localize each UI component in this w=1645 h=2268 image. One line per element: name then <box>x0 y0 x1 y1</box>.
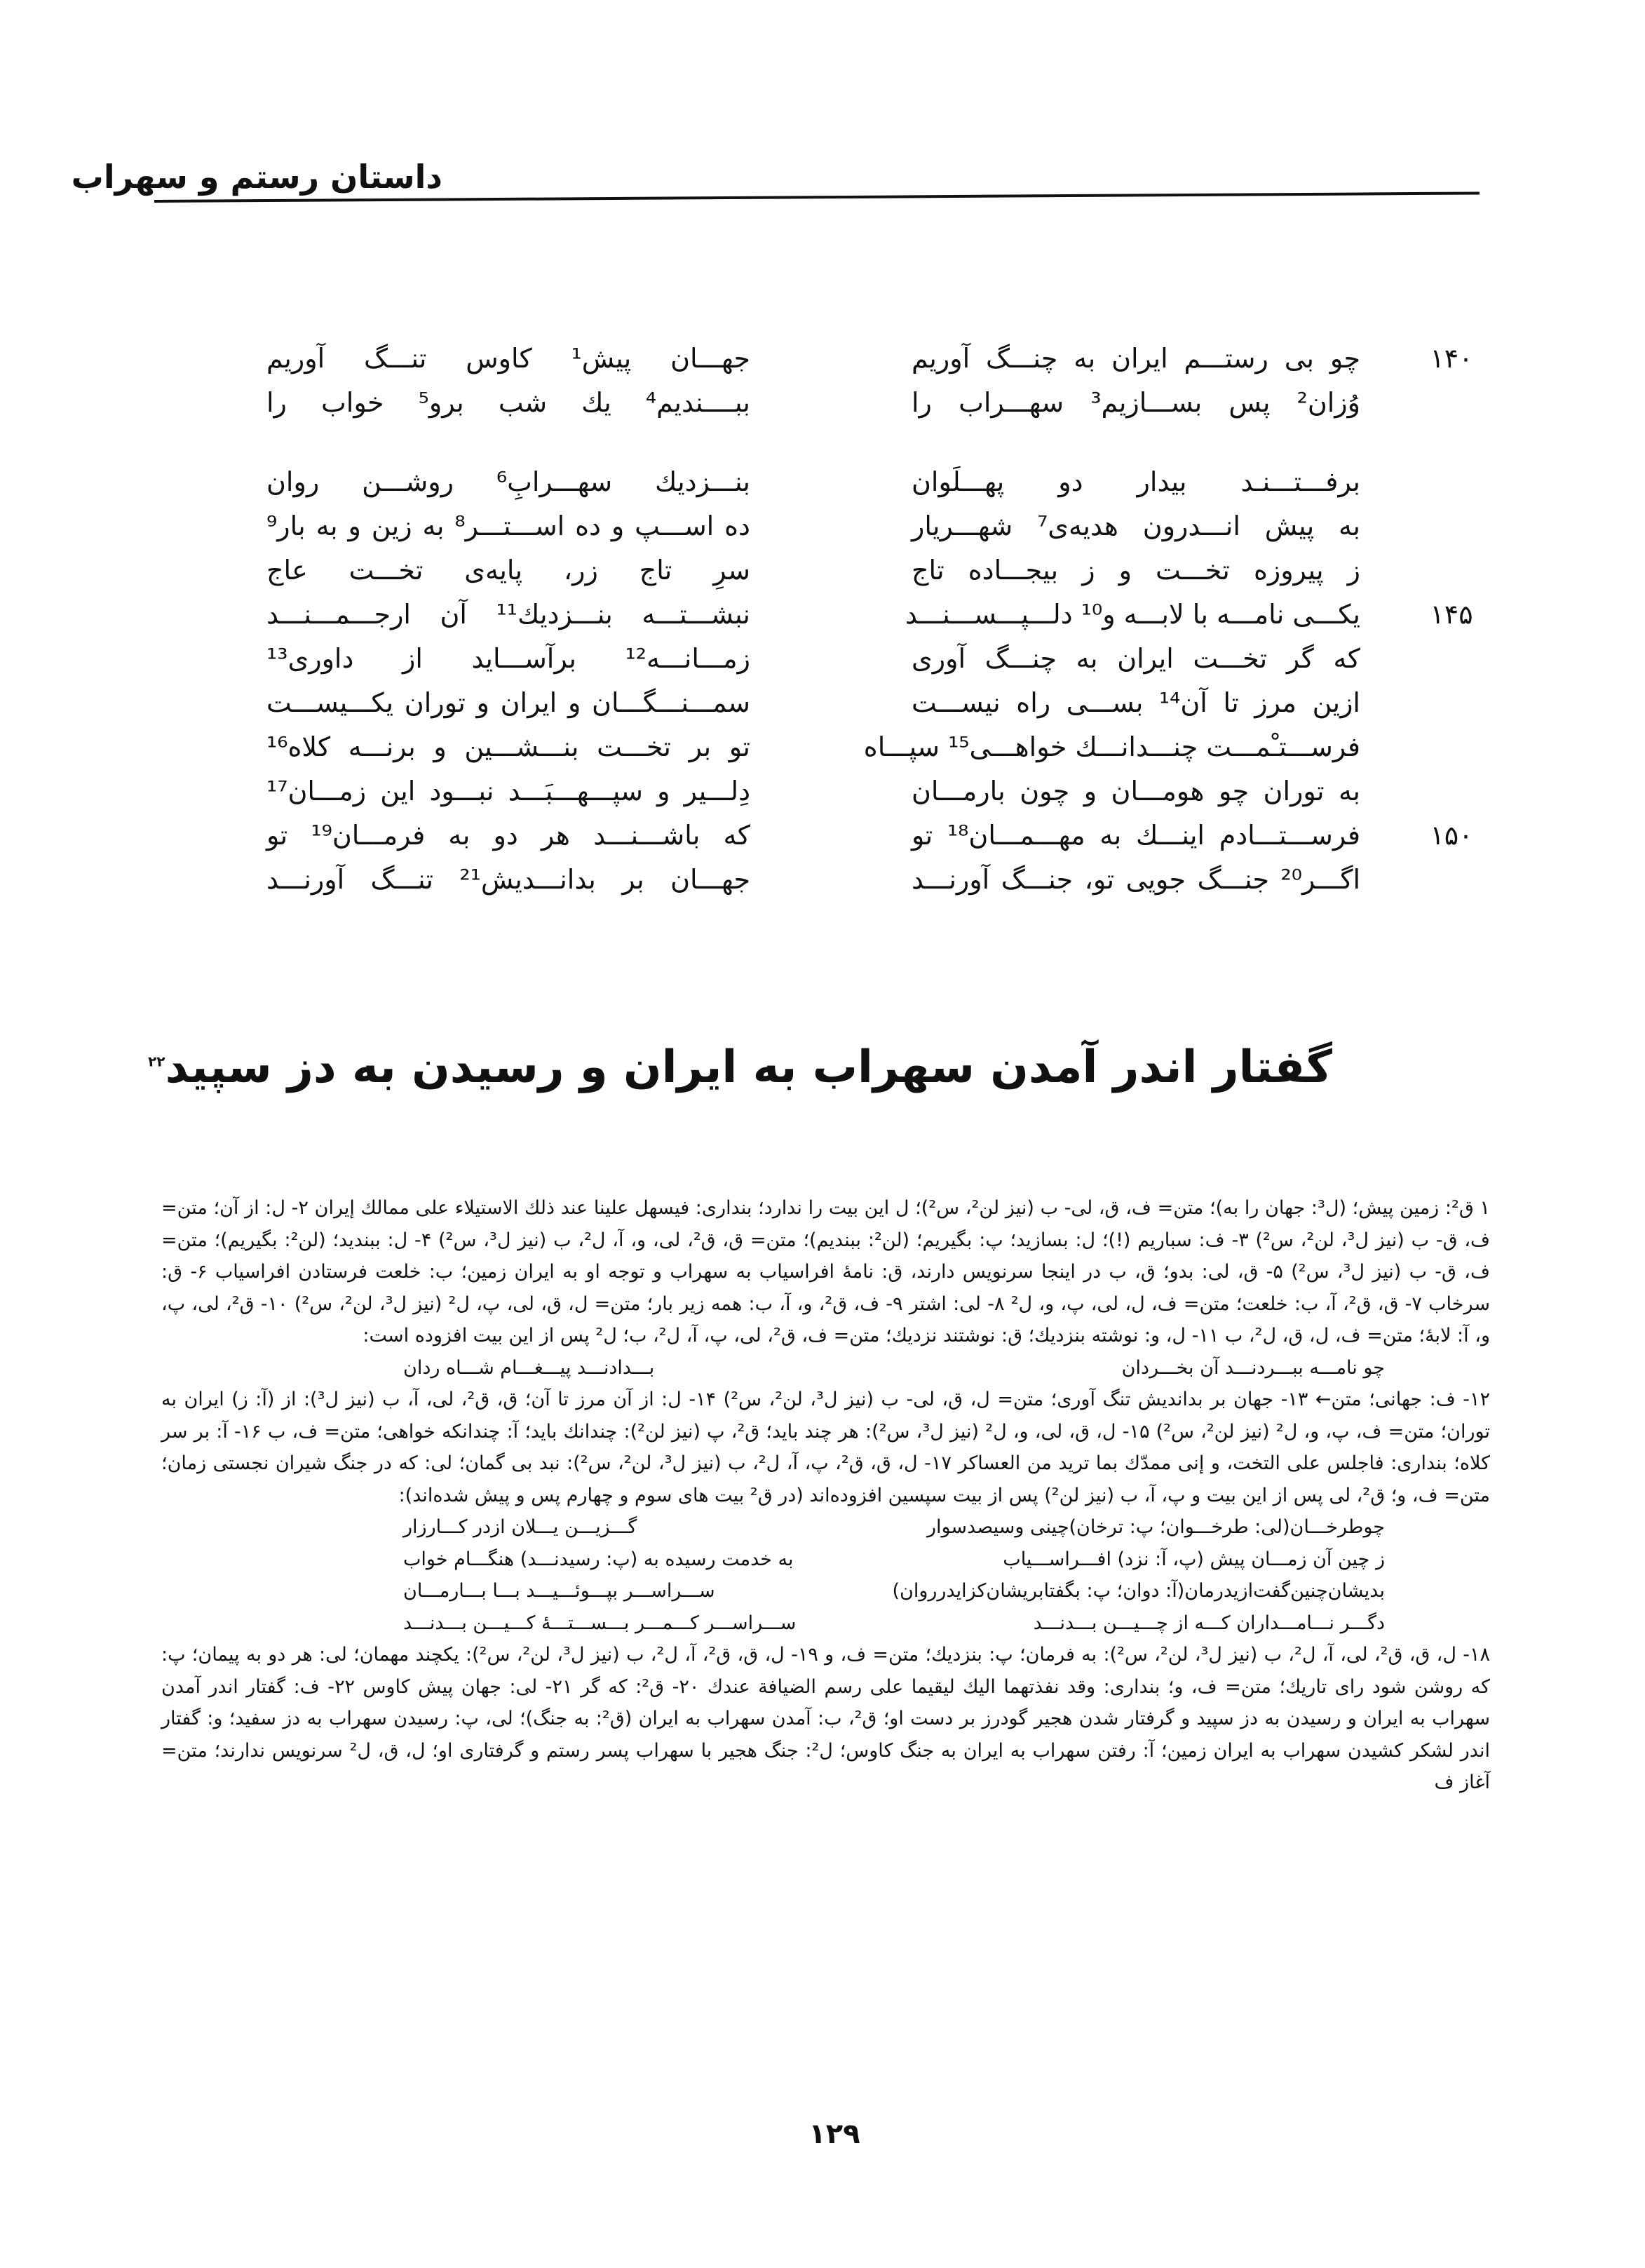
hemistich-left: گـــزیـــن یـــلان ازدر کـــارزار <box>403 1516 637 1538</box>
verse-line <box>266 814 1473 858</box>
hemistich-right: ازین مرز تا آن¹⁴ بســـی راه نیســـت <box>912 687 1360 718</box>
hemistich-right: برفـــتـــنـد بیدار دو پهـــلَوان <box>912 466 1360 497</box>
verse-line <box>266 504 1465 548</box>
verse-line <box>266 769 1465 814</box>
verse-line <box>266 337 1473 381</box>
hemistich-right: به توران چو هومـــان و چون بارمـــان <box>912 776 1360 806</box>
verse-line <box>266 858 1465 902</box>
verse-line <box>266 637 1465 681</box>
hemistich-right: به پیش انـــدرون هدیه‌ی⁷ شهـــریار <box>912 511 1360 541</box>
footnote-inserted-verse <box>403 1511 1385 1544</box>
hemistich-left: تو بر تخـــت بنـــشـــین و برنـــه کلاه¹⁶ <box>266 731 750 762</box>
hemistich-right: ز پیروزه تخـــت و ز بیجـــاده تاج <box>912 555 1360 586</box>
hemistich-left: ببــــندیم⁴ یك شب برو⁵ خواب را <box>266 387 750 418</box>
hemistich-right: فرســـتـــادم اینـــك به مهـــمـــان¹⁸ تو <box>912 820 1360 851</box>
hemistich-left: بـــدادنـــد پیـــغـــام شـــاه ردان <box>403 1356 655 1379</box>
verse-line <box>266 381 1465 425</box>
running-title: داستان رستم و سهراب <box>71 158 442 196</box>
section-heading-note-ref: ۲۲ <box>148 1053 165 1070</box>
section-heading-text: گفتار اندر آمدن سهراب به ایران و رسیدن به دز سپید <box>165 1041 1332 1093</box>
hemistich-right: که گر تخـــت ایران به چنـــگ آوری <box>912 643 1360 674</box>
hemistich-left: سرِ تاج زر، پایه‌ی تخـــت عاج <box>266 555 750 586</box>
verse-line <box>266 725 1465 769</box>
verse-number: ۱۴۰ <box>1430 343 1473 374</box>
hemistich-left: سمـــنـــگـــان و ایران و توران یکـــیســـت <box>266 687 750 718</box>
hemistich-left: ســـراســـر بپـــوئـــیـــد بـــا بـــارمـــان <box>403 1580 715 1602</box>
hemistich-left: جهـــان پیش¹ کاوس تنـــگ آوریم <box>266 343 750 374</box>
hemistich-right: یکـــی نامـــه با لابـــه و¹⁰ دلـــپـــســـنـــد <box>905 599 1360 630</box>
verse-line <box>266 548 1465 593</box>
verse-number: ۱۴۵ <box>1430 599 1473 630</box>
verse-number: ۱۵۰ <box>1430 820 1473 851</box>
hemistich-right: چوطرخـــان(لی: طرخـــوان؛ پ: ترخان)چینی وسیصدسوار <box>926 1516 1385 1538</box>
hemistich-left: ده اســـپ و ده اســـتـــر⁸ به زین و به بار⁹ <box>266 511 750 541</box>
hemistich-right: فرســـتـْمـــت چنـــدانـــك خواهـــی¹⁵ سپـــاه <box>863 731 1360 762</box>
hemistich-right: چو بی رستـــم ایران به چنـــگ آوریم <box>912 343 1360 374</box>
hemistich-right: اگـــر²⁰ جنـــگ جویی تو، جنـــگ آورنـــد <box>912 864 1360 895</box>
hemistich-left: دِلـــیر و سپـــهـــبَـــد نبـــود این زمـــان¹⁷ <box>266 776 750 806</box>
footnote-inserted-verse <box>403 1352 1385 1384</box>
hemistich-left: که باشـــنـــد هر دو به فرمـــان¹⁹ تو <box>266 820 750 851</box>
footnote-paragraph: ۱ ق²: زمین پیش؛ (ل³: جهان را به)؛ متن= ف، ق، لی- ب (نیز لن²، س²)؛ ل این بیت را ندارد؛ بنداری: فیسهل علینا عند ذلك الاستیلاء علی ممالك إیران ۲- ل: از آن؛ متن= ف، ق- ب (نیز ل³، لن²، س²) ۳- ف: سباریم (!)؛ ل: بسازید؛ پ: بگیریم؛ (لن²: ببندیم)؛ متن= ق، ق²، لی، و، آ، ل²، ب (نیز ل³، س²) ۴- ل: ببندید؛ (لن²: بگیریم)؛ متن= ف، ق- ب (نیز ل³، س²) ۵- ق، لی: بدو؛ ق، ب در اینجا سرنویس دارند، ق: نامهٔ افراسیاب به سهراب و توجه او به ایران زمین؛ ب: خلعت فرستادن افراسیاب ۶- ق: سرخاب ۷- ق، ق²، آ، ب: خلعت؛ متن= ف، ل، لی، پ، و، ل² ۸- لی: اشتر ۹- ف، ق²، و، آ، ب: همه زیر بار؛ متن= ل، ق، لی، پ، ل² (نیز ل³، لن²، س²) ۱۰- ق²، لی، پ، و، آ: لابهٔ؛ متن= ف، ل، ق، ل²، ب ۱۱- ل، و: نوشته بنزدیك؛ ق: نوشتند نزدیك؛ متن= ف، ق²، لی، پ، آ، ل²، ب؛ ل² پس از این بیت افزوده است: <box>161 1197 1491 1346</box>
hemistich-left: زمـــانـــه¹² برآســـاید از داوری¹³ <box>266 643 750 674</box>
verse-block <box>266 337 1473 902</box>
hemistich-left: جهـــان بر بدانـــدیش²¹ تنـــگ آورنـــد <box>266 864 750 895</box>
verse-line <box>266 681 1465 725</box>
footnote-inserted-verse <box>403 1544 1385 1576</box>
verse-line <box>266 460 1465 504</box>
section-heading <box>148 1041 1332 1093</box>
footnote-paragraph: ۱۸- ل، ق، ق²، لی، آ، ل²، ب (نیز ل³، لن²، س²): به فرمان؛ پ: بنزدیك؛ متن= ف، و ۱۹- ل، ق، ق²، آ، ل²، ب (نیز ل³، لن²، س²): یکچند مهمان؛ لی: هر دو به پیمان؛ پ: که روشن شود رای تاریك؛ متن= ف، و؛ بنداری: وقد نفذتهما الیك لیقیما علی رسم الضیافة عندك ۲۰- ق²: که گر ۲۱- لی: جهان پیش کاوس ۲۲- ف: گفتار اندر آمدن سهراب به ایران و رسیدن به دز سپید و گرفتار شدن هجیر گودرز بر دست او؛ ق²، ب: آمدن سهراب به ایران (ق²: به جنگ)؛ لی، پ: رسیدن سهراب به دز سفید؛ و: گفتار اندر لشکر کشیدن سهراب به ایران زمین؛ آ: رفتن سهراب به ایران به جنگ کاوس؛ ل²: جنگ هجیر با سهراب پسر رستم و گرفتاری او؛ ل، ق، ل² سرنویس ندارند؛ متن= آغاز ف <box>161 1644 1491 1793</box>
hemistich-left: به خدمت رسیده به (پ: رسیدنـــد) هنگـــام خواب <box>403 1548 794 1570</box>
footnote-paragraph: ۱۲- ف: جهانی؛ متن← ۱۳- جهان بر بداندیش تنگ آوری؛ متن= ل، ق، لی- ب (نیز ل³، لن²، س²) ۱۴- ل: از آن مرز تا آن؛ ق، ق²، لی، آ، ب (نیز ل³): از (آ: ز) ایران به توران؛ متن= ف، پ، و، ل² (نیز لن²، س²) ۱۵- ل، ق، لی، و، ل² (نیز ل³، س²): هر چند باید؛ ق²، پ (نیز لن²): چندانك باید؛ آ: چندانکه خواهی؛ متن= ف، ب ۱۶- آ: بر سر کلاه؛ بنداری: فاجلس علی التخت، و إنی ممدّك بما ترید من العساکر ۱۷- ل، ق، ق²، پ، آ، ل²، ب (نیز ل³، لن²، س²): نبد بی گمان؛ لی: که در جنگ شیران نجستی زمان؛ متن= ف، و؛ ق²، لی پس از این بیت و پ، آ، ب (نیز لن²) پس از بیت سپسین افزوده‌اند (در ق² بیت های سوم و چهارم پس و پیش شده‌اند): <box>161 1389 1491 1506</box>
hemistich-right: بدیشان‌چنین‌گفت‌ازیدرمان(آ: دوان؛ پ: بگفتابریشان‌کزایدرروان) <box>892 1580 1385 1602</box>
hemistich-left: نبشـــتـــه بنـــزدیك¹¹ آن ارجـــمـــنـــد <box>266 599 750 630</box>
hemistich-right: وُزان² پس بســـازیم³ سهـــراب را <box>912 387 1360 418</box>
hemistich-right: ز چین آن زمـــان پیش (پ، آ: نزد) افـــراســـیاب <box>1003 1548 1385 1570</box>
footnote-inserted-verse <box>403 1575 1385 1607</box>
footnote-inserted-verse <box>403 1607 1385 1640</box>
hemistich-right: دگـــر نـــامـــداران کـــه از چـــیـــن بـــدنـــد <box>1033 1612 1385 1634</box>
hemistich-left: ســـراســـر کـــمـــر بـــســـتـــهٔ کـــیـــن بـــدنـــد <box>403 1612 797 1634</box>
hemistich-left: بنـــزدیك سهـــرابِ⁶ روشـــن روان <box>266 466 750 497</box>
page-number: ۱۲۹ <box>808 2118 860 2150</box>
hemistich-right: چو نامـــه ببـــردنـــد آن بخـــردان <box>1121 1356 1385 1379</box>
footnotes <box>161 1192 1490 1799</box>
verse-line <box>266 593 1473 637</box>
